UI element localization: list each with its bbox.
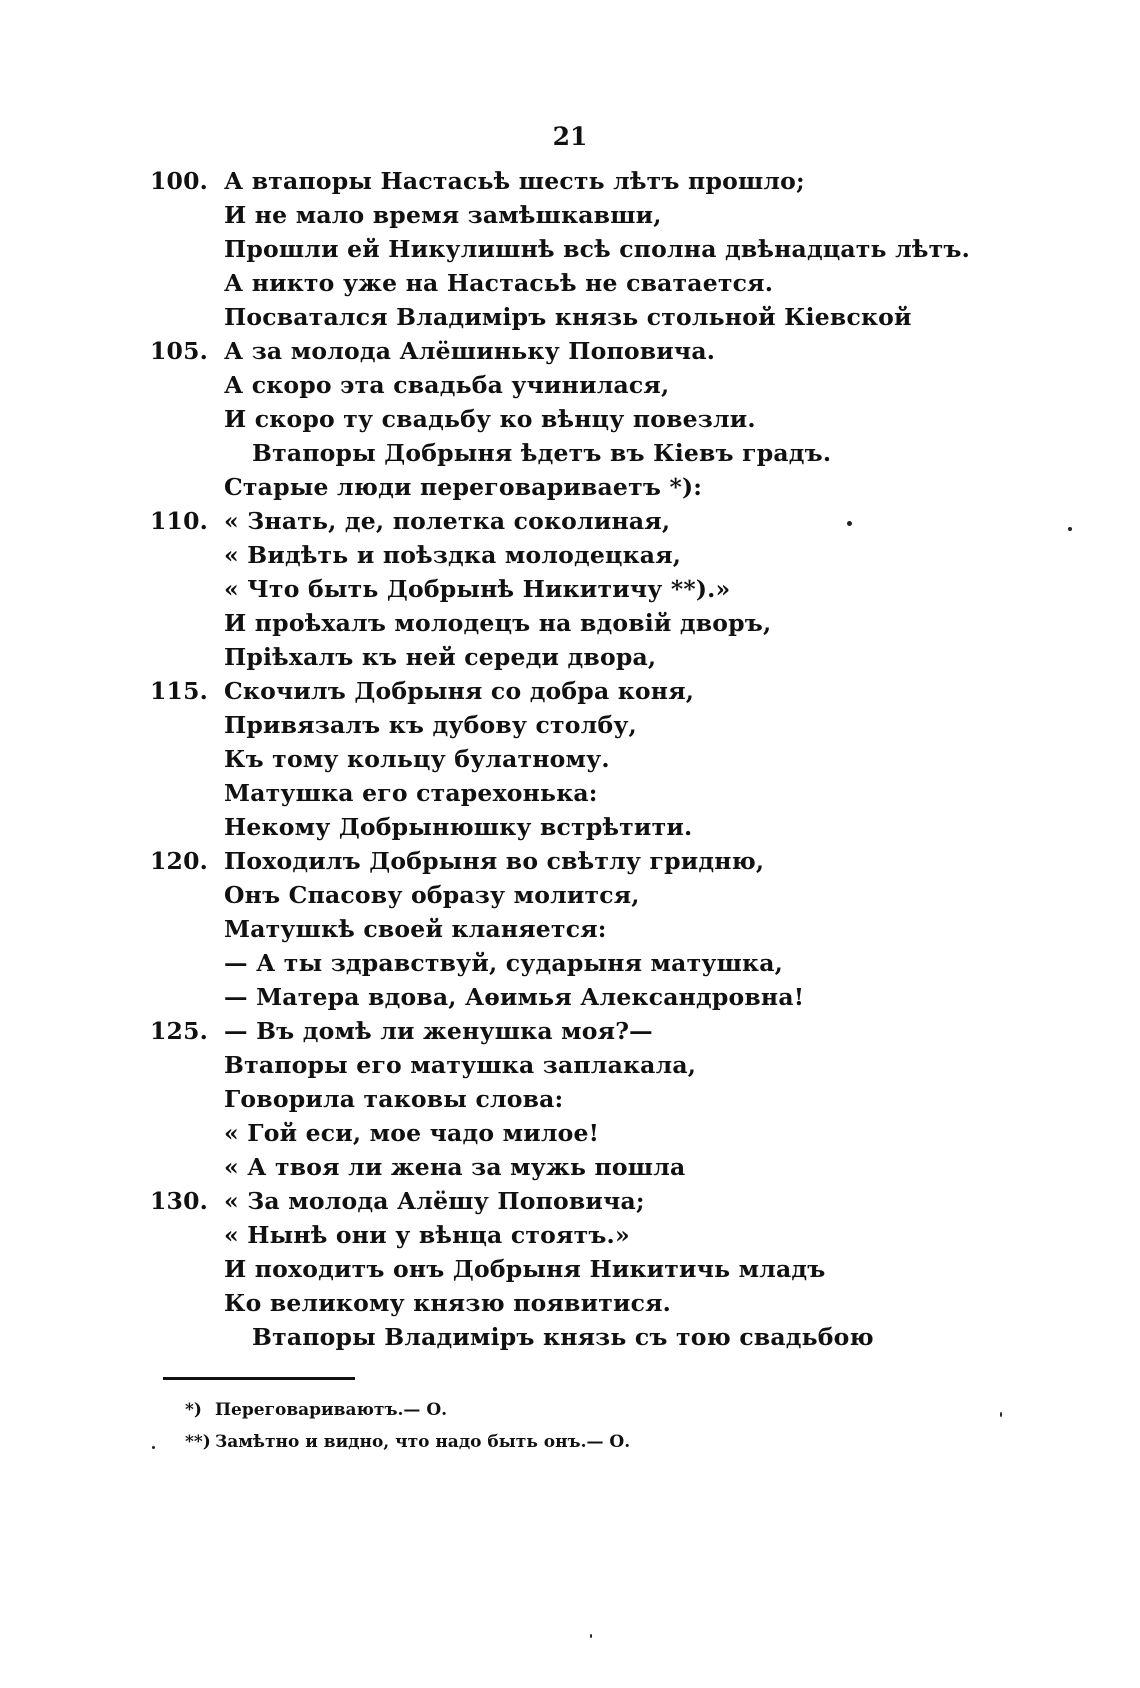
verse-line <box>150 708 1050 742</box>
verse-line <box>150 300 1050 334</box>
verse-text: И проѣхалъ молодецъ на вдовiй дворъ, <box>224 609 772 637</box>
footnote-separator <box>163 1377 355 1380</box>
line-number: 115. <box>150 677 209 705</box>
print-speck <box>590 1634 592 1638</box>
line-number: 110. <box>150 507 209 535</box>
verse-text: Старые люди переговариваетъ *): <box>224 473 703 501</box>
footnote-mark: **) <box>185 1432 211 1452</box>
verse-text: « Знать, де, полетка соколиная, <box>224 507 671 535</box>
footnote-mark: *) <box>185 1400 202 1420</box>
verse-line <box>150 266 1050 300</box>
verse-line <box>150 1082 1050 1116</box>
verse-line <box>150 572 1050 606</box>
verse-line <box>150 1252 1050 1286</box>
print-speck <box>152 1446 155 1449</box>
verse-line <box>150 198 1050 232</box>
verse-text: « Нынѣ они у вѣнца стоятъ.» <box>224 1221 630 1249</box>
verse-text: Говорила таковы слова: <box>224 1085 564 1113</box>
verse-text: « А твоя ли жена за мужь пошла <box>224 1153 686 1181</box>
verse-line <box>150 334 1050 368</box>
verse-line <box>150 1320 1050 1354</box>
page-number: 21 <box>552 122 588 151</box>
verse-line <box>150 946 1050 980</box>
verse-text: « Что быть Добрынѣ Никитичу **).» <box>224 575 731 603</box>
verse-text: А скоро эта свадьба учинилася, <box>224 371 670 399</box>
verse-text: Скочилъ Добрыня со добра коня, <box>224 677 695 705</box>
verse-line <box>150 980 1050 1014</box>
line-number: 130. <box>150 1187 209 1215</box>
verse-text: Прiѣхалъ къ ней середи двора, <box>224 643 657 671</box>
verse-text: « За молода Алёшу Поповича; <box>224 1187 645 1215</box>
poem-text <box>150 164 1050 1354</box>
verse-line <box>150 164 1050 198</box>
verse-text: Матушка его старехонька: <box>224 779 598 807</box>
verse-line <box>150 504 1050 538</box>
verse-text: Втапоры Владимiръ князь съ тою свадьбою <box>252 1323 874 1351</box>
verse-text: Некому Добрынюшку встрѣтити. <box>224 813 693 841</box>
verse-line <box>150 1116 1050 1150</box>
verse-text: Ко великому князю появитися. <box>224 1289 672 1317</box>
verse-line <box>150 1014 1050 1048</box>
verse-text: И скоро ту свадьбу ко вѣнцу повезли. <box>224 405 756 433</box>
footnote <box>185 1426 985 1458</box>
line-number: 125. <box>150 1017 209 1045</box>
print-speck <box>1000 1412 1002 1417</box>
verse-text: « Видѣть и поѣздка молодецкая, <box>224 541 682 569</box>
line-number: 120. <box>150 847 209 875</box>
verse-text: Втапоры его матушка заплакала, <box>224 1051 697 1079</box>
verse-line <box>150 538 1050 572</box>
verse-line <box>150 402 1050 436</box>
verse-text: Походилъ Добрыня во свѣтлу гридню, <box>224 847 765 875</box>
line-number: 100. <box>150 167 209 195</box>
verse-text: Привязалъ къ дубову столбу, <box>224 711 637 739</box>
verse-text: — А ты здравствуй, сударыня матушка, <box>224 949 784 977</box>
verse-text: А за молода Алёшиньку Поповича. <box>224 337 716 365</box>
verse-text: — Въ домѣ ли женушка моя?— <box>224 1017 653 1045</box>
verse-line <box>150 912 1050 946</box>
verse-text: И не мало время замѣшкавши, <box>224 201 662 229</box>
verse-text: А никто уже на Настасьѣ не сватается. <box>224 269 774 297</box>
verse-text: Онъ Спасову образу молится, <box>224 881 640 909</box>
verse-text: « Гой еси, мое чадо милое! <box>224 1119 600 1147</box>
verse-line <box>150 1218 1050 1252</box>
verse-text: Прошли ей Никулишнѣ всѣ сполна двѣнадцать лѣтъ. <box>224 235 970 263</box>
verse-text: Посватался Владимiръ князь стольной Кiевской <box>224 303 912 331</box>
verse-line <box>150 1286 1050 1320</box>
verse-line <box>150 810 1050 844</box>
verse-line <box>150 844 1050 878</box>
verse-line <box>150 470 1050 504</box>
verse-text: А втапоры Настасьѣ шесть лѣтъ прошло; <box>224 167 805 195</box>
verse-text: — Матера вдова, Аѳимья Александровна! <box>224 983 805 1011</box>
verse-line <box>150 368 1050 402</box>
verse-text: Матушкѣ своей кланяется: <box>224 915 607 943</box>
print-speck <box>847 521 852 526</box>
verse-line <box>150 878 1050 912</box>
verse-line <box>150 232 1050 266</box>
print-speck <box>1068 527 1072 531</box>
footnotes <box>185 1394 985 1458</box>
verse-line <box>150 776 1050 810</box>
verse-line <box>150 742 1050 776</box>
verse-line <box>150 606 1050 640</box>
footnote-text: Замѣтно и видно, что надо быть онъ.— О. <box>215 1432 631 1452</box>
line-number: 105. <box>150 337 209 365</box>
verse-line <box>150 1184 1050 1218</box>
verse-text: И походитъ онъ Добрыня Никитичь младъ <box>224 1255 826 1283</box>
verse-line <box>150 1150 1050 1184</box>
footnote-text: Переговариваютъ.— О. <box>215 1400 448 1420</box>
verse-line <box>150 1048 1050 1082</box>
verse-line <box>150 640 1050 674</box>
verse-text: Втапоры Добрыня ѣдетъ въ Кiевъ градъ. <box>252 439 832 467</box>
verse-line <box>150 674 1050 708</box>
verse-line <box>150 436 1050 470</box>
footnote <box>185 1394 985 1426</box>
verse-text: Къ тому кольцу булатному. <box>224 745 610 773</box>
